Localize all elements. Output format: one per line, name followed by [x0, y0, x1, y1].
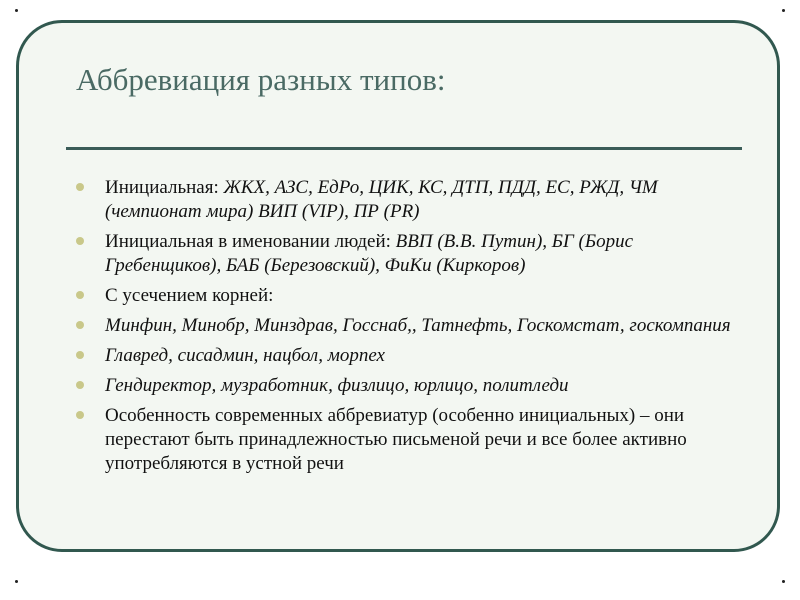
bullet-examples: ВВП (В.В. Путин), БГ (Борис Гребенщиков), БАБ (Березовский), ФиКи (Киркоров): [105, 231, 634, 276]
bullet-dot-icon: [76, 291, 84, 299]
corner-dot: [782, 580, 785, 583]
bullet-dot-icon: [76, 411, 84, 419]
slide-title: Аббревиация разных типов:: [76, 62, 446, 97]
bullet-examples: ЖКХ, АЗС, ЕдРо, ЦИК, КС, ДТП, ПДД, ЕС, РЖД, ЧМ (чемпионат мира) ВИП (VIP), ПР (PR): [105, 177, 658, 222]
bullet-dot-icon: [76, 351, 84, 359]
bullet-label: Инициальная:: [105, 177, 224, 198]
title-divider: [66, 147, 742, 150]
bullet-list: [72, 176, 742, 482]
bullet-item: [72, 284, 742, 308]
bullet-label: Инициальная в именовании людей:: [105, 231, 396, 252]
bullet-examples: Главред, сисадмин, нацбол, морпех: [105, 345, 385, 366]
bullet-dot-icon: [76, 381, 84, 389]
bullet-dot-icon: [76, 183, 84, 191]
bullet-label: С усечением корней:: [105, 285, 274, 306]
bullet-item: [72, 314, 742, 338]
bullet-item: [72, 176, 742, 224]
bullet-label: Особенность современных аббревиатур (особенно инициальных) – они перестают быть принадлежностью письменой речи и все более активно употребляются в устной речи: [105, 405, 687, 474]
bullet-item: [72, 230, 742, 278]
corner-dot: [15, 9, 18, 12]
corner-dot: [15, 580, 18, 583]
bullet-dot-icon: [76, 237, 84, 245]
bullet-examples: Гендиректор, музработник, физлицо, юрлицо, политледи: [105, 375, 569, 396]
bullet-item: [72, 404, 742, 476]
bullet-item: [72, 374, 742, 398]
corner-dot: [782, 9, 785, 12]
bullet-dot-icon: [76, 321, 84, 329]
bullet-item: [72, 344, 742, 368]
bullet-examples: Минфин, Минобр, Минздрав, Госснаб,, Татнефть, Госкомстат, госкомпания: [105, 315, 731, 336]
